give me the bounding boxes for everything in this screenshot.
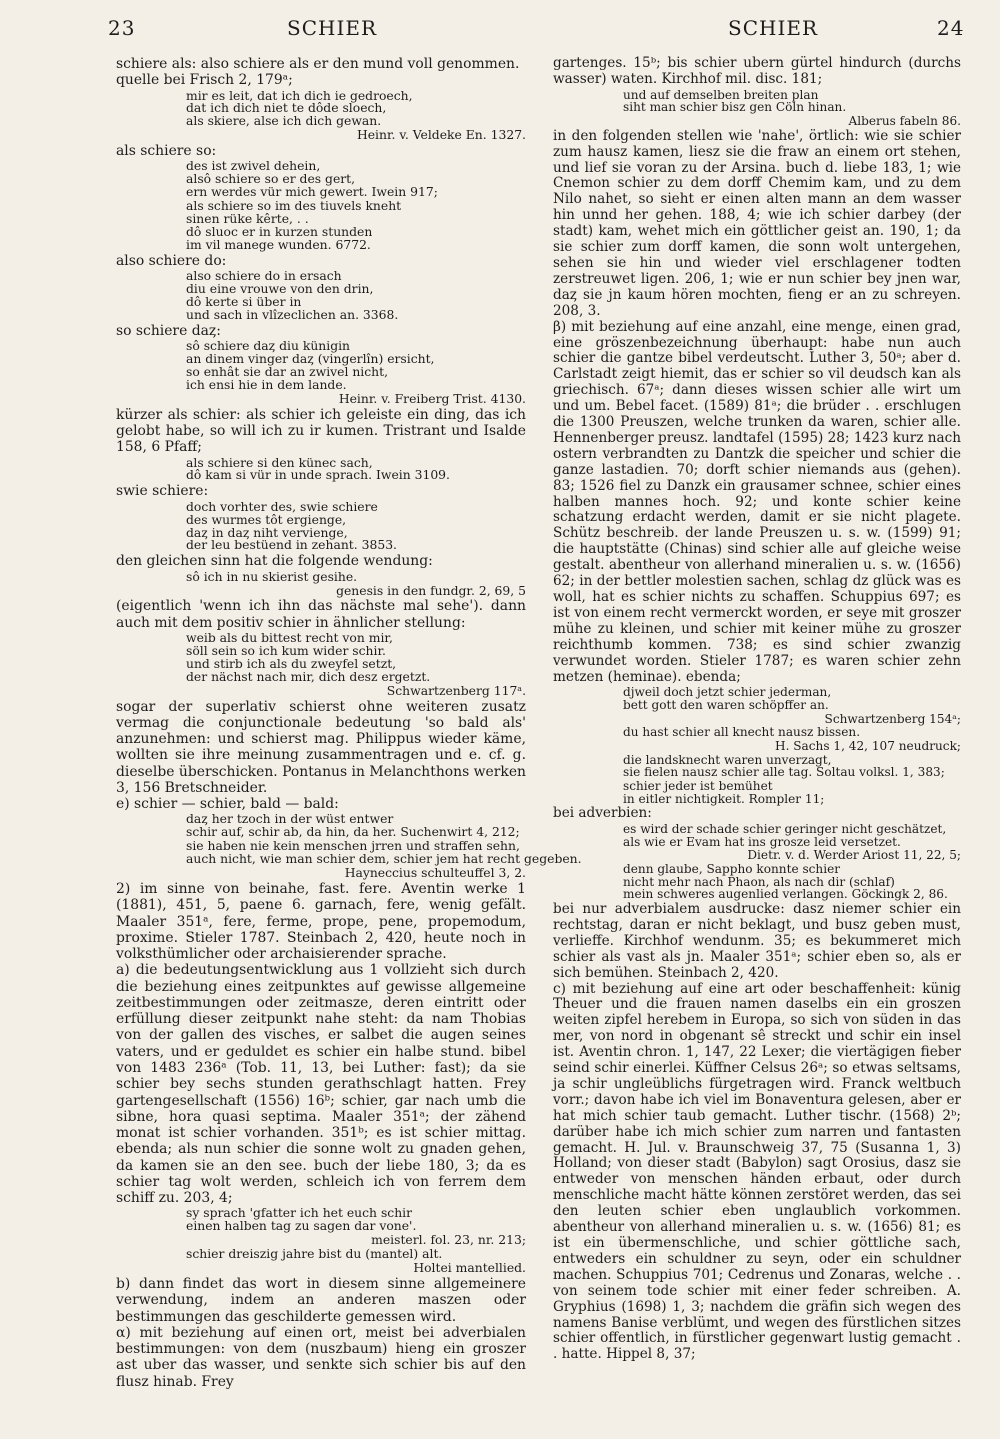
verse-line: sy sprach 'gfatter ich het euch schir: [186, 1206, 413, 1221]
verse-line: der leu bestüend in zehant. 3853.: [186, 538, 397, 553]
verse-line: dô kam si vür in unde sprach. Iwein 3109.: [186, 468, 450, 483]
verse-line: sinen rüke kêrte, . .: [186, 212, 309, 227]
entry-paragraph: gartenges. 15ᵇ; bis schier ubern gürtel hindurch (durchs wasser) waten. Kirchhof mil. disc. 181;: [553, 55, 961, 87]
entry-paragraph: a) die bedeutungsentwicklung aus 1 vollzieht sich durch die beziehung eines zeitpunktes auf gewisse allgemeine zeitbestimmungen oder zeitmasze, deren eintritt oder erfüllung dieser zeitpunkt nahe steht: da nam Thobias von der gallen des visches, er salbet die augen seines vaters, und er geduldet es schier ein halbe stund. bibel von 1483 236ᵃ (Tob. 11, 13, bei Luther: fast); da sie schier bey sechs stunden gerathschlagt hatten. Frey gartengesellschaft (1556) 16ᵇ; schier, gar nach umb die sibne, hora quasi septima. Maaler 351ᵃ; der zähend monat ist schier vorhanden. 351ᵇ; es ist schier mittag. ebenda; als nun schier die sonne wolt zu gnaden gehen, da kamen sie an den see. buch der liebe 180, 3; da es schier tag wolt werden, schleich ich von ferrem dem schiff zu. 203, 4;: [116, 962, 526, 1207]
verse-line: diu eine vrouwe von den drin,: [186, 282, 374, 297]
entry-paragraph: c) mit beziehung auf eine art oder beschaffenheit: künig Theuer und die frauen namen daselbs ein ein groszen weiten zipfel herebem in Europa, so sich von süden in das mer, von nord in obgenant sê streckt und schir ein insel ist. Aventin chron. 1, 147, 22 Lexer; die viertägigen fieber seind schir einerlei. Küffner Celsus 26ᵃ; so etwas seltsams, ja schir ungleüblichs fürgetragen wird. Franck weltbuch vorr.; davon habe ich viel im Bonaventura gelesen, aber er hat mich schier taub gemacht. Luther tischr. (1568) 2ᵇ; darüber habe ich mich schier zum narren und fantasten gemacht. H. Jul. v. Braunschweig 37, 75 (Susanna 1, 3) Holland; von dieser stadt (Babylon) sagt Orosius, dasz sie entweder von menschen händen erbaut, oder durch menschliche macht hätte können zerstöret werden, das sei den leuten schier eben unglaublich vorkommen. abentheur von allerhand mineralien u. s. w. (1656) 81; es ist ein übermenschliche, und schier göttliche sach, entweders ein schuldner zu seyn, oder ein schuldner machen. Schuppius 701; Cedrenus und Zonaras, welche . . von seinem tode schier mit einer feder schreiben. A. Gryphius (1698) 1, 3; nachdem die gräfin sich wegen des namens Banise verblümt, und wegen des fürstlichen sitzes schier offentlich, in fürstlicher gegenwart lustig gemacht . . hatte. Hippel 8, 37;: [553, 980, 961, 1363]
right-column: [553, 56, 961, 1363]
verse-line: mir es leit, dat ich dich ie gedroech,: [186, 88, 413, 103]
verse-line: es wird der schade schier geringer nicht geschätzet,: [623, 822, 947, 837]
verse-line: die landsknecht waren unverzagt,: [623, 752, 832, 767]
verse-quotation: [623, 780, 961, 805]
verse-line: des wurmes tôt ergienge,: [186, 512, 347, 527]
verse-quotation: [186, 90, 526, 129]
verse-quotation: [186, 839, 582, 867]
left-column: [116, 56, 582, 1390]
entry-paragraph: α) mit beziehung auf einen ort, meist bei adverbialen bestimmungen: von dem (nuszbaum) hieng ein groszer ast uber das wasser, und senkte sich schier bis auf den flusz hinab. Frey: [116, 1324, 526, 1390]
verse-line: einen halben tag zu sagen dar vone'.: [186, 1219, 417, 1234]
entry-paragraph: den gleichen sinn hat die folgende wendung:: [116, 553, 433, 570]
verse-quotation: [186, 632, 526, 684]
verse-quotation: [623, 726, 961, 739]
verse-line: daȥ in daȥ niht vervienge,: [186, 525, 348, 540]
verse-line: dô kerte si über in: [186, 295, 302, 310]
verse-line: im vil manege wunden. 6772.: [186, 238, 371, 253]
verse-line: der nächst nach mir, dich desz ergetzt.: [186, 669, 431, 684]
verse-quotation: [623, 754, 961, 779]
verse-quotation: [186, 1248, 526, 1261]
verse-quotation: [623, 89, 961, 114]
verse-line: und stirb ich als du zweyfel setzt,: [186, 656, 397, 671]
entry-paragraph: e) schier — schier, bald — bald:: [116, 796, 339, 813]
entry-paragraph: so schiere daȥ:: [116, 322, 221, 339]
source-citation: Hayneccius schulteuffel 3, 2.: [344, 866, 526, 881]
verse-line: sie haben nie kein menschen jrren und straffen sehn,: [186, 839, 520, 854]
verse-quotation: [186, 340, 526, 392]
verse-line: als schiere si den künec sach,: [186, 455, 373, 470]
source-citation: Alberus fabeln 86.: [848, 114, 961, 129]
source-citation: Heinr. v. Freiberg Trist. 4130.: [338, 391, 526, 406]
entry-paragraph: 2) im sinne von beinahe, fast. fere. Aventin werke 1 (1881), 451, 5, paene 6. garnach, fere, wenig gefält. Maaler 351ᵃ, fere, ferme, prope, pene, propemodum, proxime. Stieler 1787. Steinbach 2, 420, heute noch in volksthümlicher oder archaisierender sprache.: [116, 881, 526, 963]
entry-paragraph: schiere als: also schiere als er den mund voll genommen.: [116, 56, 520, 72]
verse-line: doch vorhter des, swie schiere: [186, 499, 378, 514]
verse-line: also schiere do in ersach: [186, 269, 342, 284]
verse-line: und sach in vlîzeclichen an. 3368.: [186, 307, 399, 322]
verse-line: schier dreiszig jahre bist du (mantel) alt.: [186, 1247, 443, 1262]
verse-quotation: [186, 813, 526, 839]
entry-paragraph: sogar der superlativ schierst ohne weiteren zusatz vermag die conjunctionale bedeutung 'so bald als' anzunehmen: und schierst mag. Philippus wieder käme, wollten sie ihre meinung zusammentragen und e. cf. g. dieselbe überschicken. Pontanus in Melanchthons werken 3, 156 Bretschneider.: [116, 698, 526, 796]
entry-paragraph: als schiere so:: [116, 143, 217, 160]
source-citation: genesis in den fundgr. 2, 69, 5: [336, 583, 526, 598]
verse-line: bett gott den waren schöpffer an.: [623, 698, 829, 713]
verse-line: sie fielen nausz schier alle tag. Soltau volksl. 1, 383;: [623, 765, 945, 780]
source-citation: Holtei mantellied.: [413, 1261, 526, 1276]
source-citation: Heinr. v. Veldeke En. 1327.: [356, 128, 526, 143]
verse-line: des ist zwivel dehein,: [186, 159, 321, 174]
verse-line: dat ich dich niet te dôde sloech,: [186, 101, 387, 116]
verse-quotation: [186, 200, 526, 252]
verse-line: als skiere, alse ich dich gewan.: [186, 114, 382, 129]
verse-quotation: [623, 686, 961, 711]
verse-line: djweil doch jetzt schier jederman,: [623, 685, 832, 700]
verse-line: in eitler nichtigkeit. Rompler 11;: [623, 791, 825, 806]
verse-line: sô schiere daȥ diu künigin: [186, 339, 351, 354]
verse-quotation: [623, 823, 961, 848]
verse-line: sô ich in nu skierist gesihe.: [186, 569, 358, 584]
verse-line: auch nicht, wie man schier dem, schier jem hat recht gegeben.: [186, 852, 582, 867]
entry-paragraph: kürzer als schier: als schier ich geleiste ein ding, das ich gelobt habe, so will ich zu ir kumen. Tristrant und Isalde 158, 6 Pfaff;: [116, 406, 526, 456]
verse-line: siht man schier bisz gen Cöln hinan.: [623, 100, 847, 115]
entry-paragraph: b) dann findet das wort in diesem sinne allgemeinere verwendung, indem an anderen maszen oder bestimmungen das geschilderte gemessen wird.: [116, 1276, 526, 1325]
verse-quotation: [186, 1207, 526, 1233]
entry-paragraph: in den folgenden stellen wie 'nahe', örtlich: wie sie schier zum hausz kamen, liesz sie die fraw an einem ort stehen, und lief sie voran zu der Arsina. buch d. liebe 183, 1; wie Cnemon schier zu dem dorff Chemim kam, und zu dem Nilo nahet, so sieht er einen alten mann an dem wasser hin unnd her gehen. 188, 4; wie ich schier darbey (der stadt) kam, wehet mich ein göttlicher geist an. 190, 1; da sie schier zum dorff kamen, die sonn wolt untergehen, sehen sie hin und wieder viel erschlagener todten zerstreuwet ligen. 206, 1; wie er nun schier bey jnen war, daȥ sie jn kaum hören mochten, fieng er an zu schreyen. 208, 3.: [553, 127, 961, 319]
source-citation: meisterl. fol. 23, nr. 213;: [371, 1233, 526, 1248]
verse-quotation: [186, 501, 526, 553]
verse-line: weib als du bittest recht von mir,: [186, 631, 393, 645]
verse-line: ich ensi hie in dem lande.: [186, 377, 347, 392]
verse-line: du hast schier all knecht nausz bissen.: [623, 725, 861, 740]
verse-quotation: [186, 457, 526, 483]
page-number-right: 24: [937, 16, 965, 40]
entry-paragraph: also schiere do:: [116, 252, 227, 269]
entry-paragraph: quelle bei Frisch 2, 179ᵃ;: [116, 72, 293, 89]
source-citation: Dietr. v. d. Werder Ariost 11, 22, 5;: [747, 848, 961, 863]
entry-paragraph: bei adverbien:: [553, 805, 652, 822]
verse-line: so enhât sie dar an zwivel nicht,: [186, 365, 389, 379]
verse-line: denn glaube, Sappho konnte schier: [623, 862, 841, 877]
entry-paragraph: swie schiere:: [116, 483, 209, 500]
source-citation: Schwartzenberg 154ᵃ;: [824, 711, 961, 726]
entry-paragraph: β) mit beziehung auf eine anzahl, eine menge, einen grad, eine gröszenbezeichnung überhaupt: habe nun auch schier die gantze bibel verdeutscht. Luther 3, 50ᵃ; aber d. Carlstadt zeigt hiemit, das er schier so vil deudsch kan als griechisch. 67ᵃ; dann dieses wissen schier alle wirt um und um. Bebel facet. (1589) 81ᵃ; die brüder . . erschlugen die 1300 Preuszen, welche trunken da waren, schier alle. Hennenberger preusz. landtafel (1595) 28; 1423 kurz nach ostern verbrandten zu Dantzk die speicher und schier die ganze lastadien. 70; dorft schier niemands aus (gehen). 83; 1526 fiel zu Danzk ein grausamer schnee, schier eines halben mannes hoch. 92; und konte schier keine schatzung erdacht werden, damit er sie nicht plagete. Schütz beschreib. der lande Preuszen u. s. w. (1599) 91; die hauptstätte (Chinas) sind schier alle auf gleiche weise gestalt. abentheur von allerhand mineralien u. s. w. (1656) 62; in der bettler molestien sachen, schlag dz glück was es woll, hat es schier nichts zu schaffen. Schuppius 697; es ist von einem recht vermerckt worden, er seye mit groszer mühe zu kleinen, und schier mit keiner mühe zu groszer reichthumb kommen. 738; es sind schier zwanzig verwundet worden. Stieler 1787; es waren schier zehn metzen (heminae). ebenda;: [553, 318, 961, 685]
verse-line: schier jeder ist bemühet: [623, 778, 773, 793]
verse-quotation: [623, 863, 961, 901]
verse-line: und auf demselben breiten plan: [623, 87, 819, 102]
verse-line: daȥ her tzoch in der wüst entwer: [186, 812, 394, 827]
entry-paragraph: bei nur adverbialem ausdrucke: dasz niemer schier ein rechtstag, daran er nicht beklagt, und busz geben must, verlieffe. Kirchhof wendunm. 35; es bekummeret mich schier als vast als jn. Maaler 351ᵃ; schier eben so, als er sich bemühen. Steinbach 2, 420.: [553, 900, 961, 981]
verse-line: an dinem vinger daȥ (vingerlîn) ersicht,: [186, 352, 435, 367]
verse-line: dô sluoc er in kurzen stunden: [186, 225, 373, 240]
running-head-right: SCHIER: [728, 16, 819, 40]
entry-paragraph: (eigentlich 'wenn ich ihn das nächste mal sehe'). dann auch mit dem positiv schier in ähnlicher stellung:: [116, 598, 526, 631]
verse-line: alsô schiere so er des gert,: [186, 172, 356, 187]
verse-line: nicht mehr nach Phaon, als nach dir (schlaf): [623, 874, 895, 889]
verse-line: söll sein so ich kum wider schir.: [186, 643, 386, 658]
verse-line: mein schweres augenlied verlangen. Göckingk 2, 86.: [623, 887, 948, 902]
source-citation: Schwartzenberg 117ᵃ.: [386, 683, 526, 698]
page-number-left: 23: [108, 16, 136, 40]
verse-line: als wie er Evam hat ins grosze leid versetzet.: [623, 834, 901, 849]
verse-line: ern werdes vür mich gewert. Iwein 917;: [186, 185, 438, 200]
verse-quotation: [186, 160, 526, 199]
verse-line: als schiere so im des tiuvels kneht: [186, 199, 402, 214]
verse-line: schir auf, schir ab, da hin, da her. Suchenwirt 4, 212;: [186, 825, 520, 840]
verse-quotation: [186, 270, 526, 322]
running-head-left: SCHIER: [287, 16, 378, 40]
verse-quotation: [186, 571, 526, 584]
source-citation: H. Sachs 1, 42, 107 neudruck;: [775, 739, 961, 754]
